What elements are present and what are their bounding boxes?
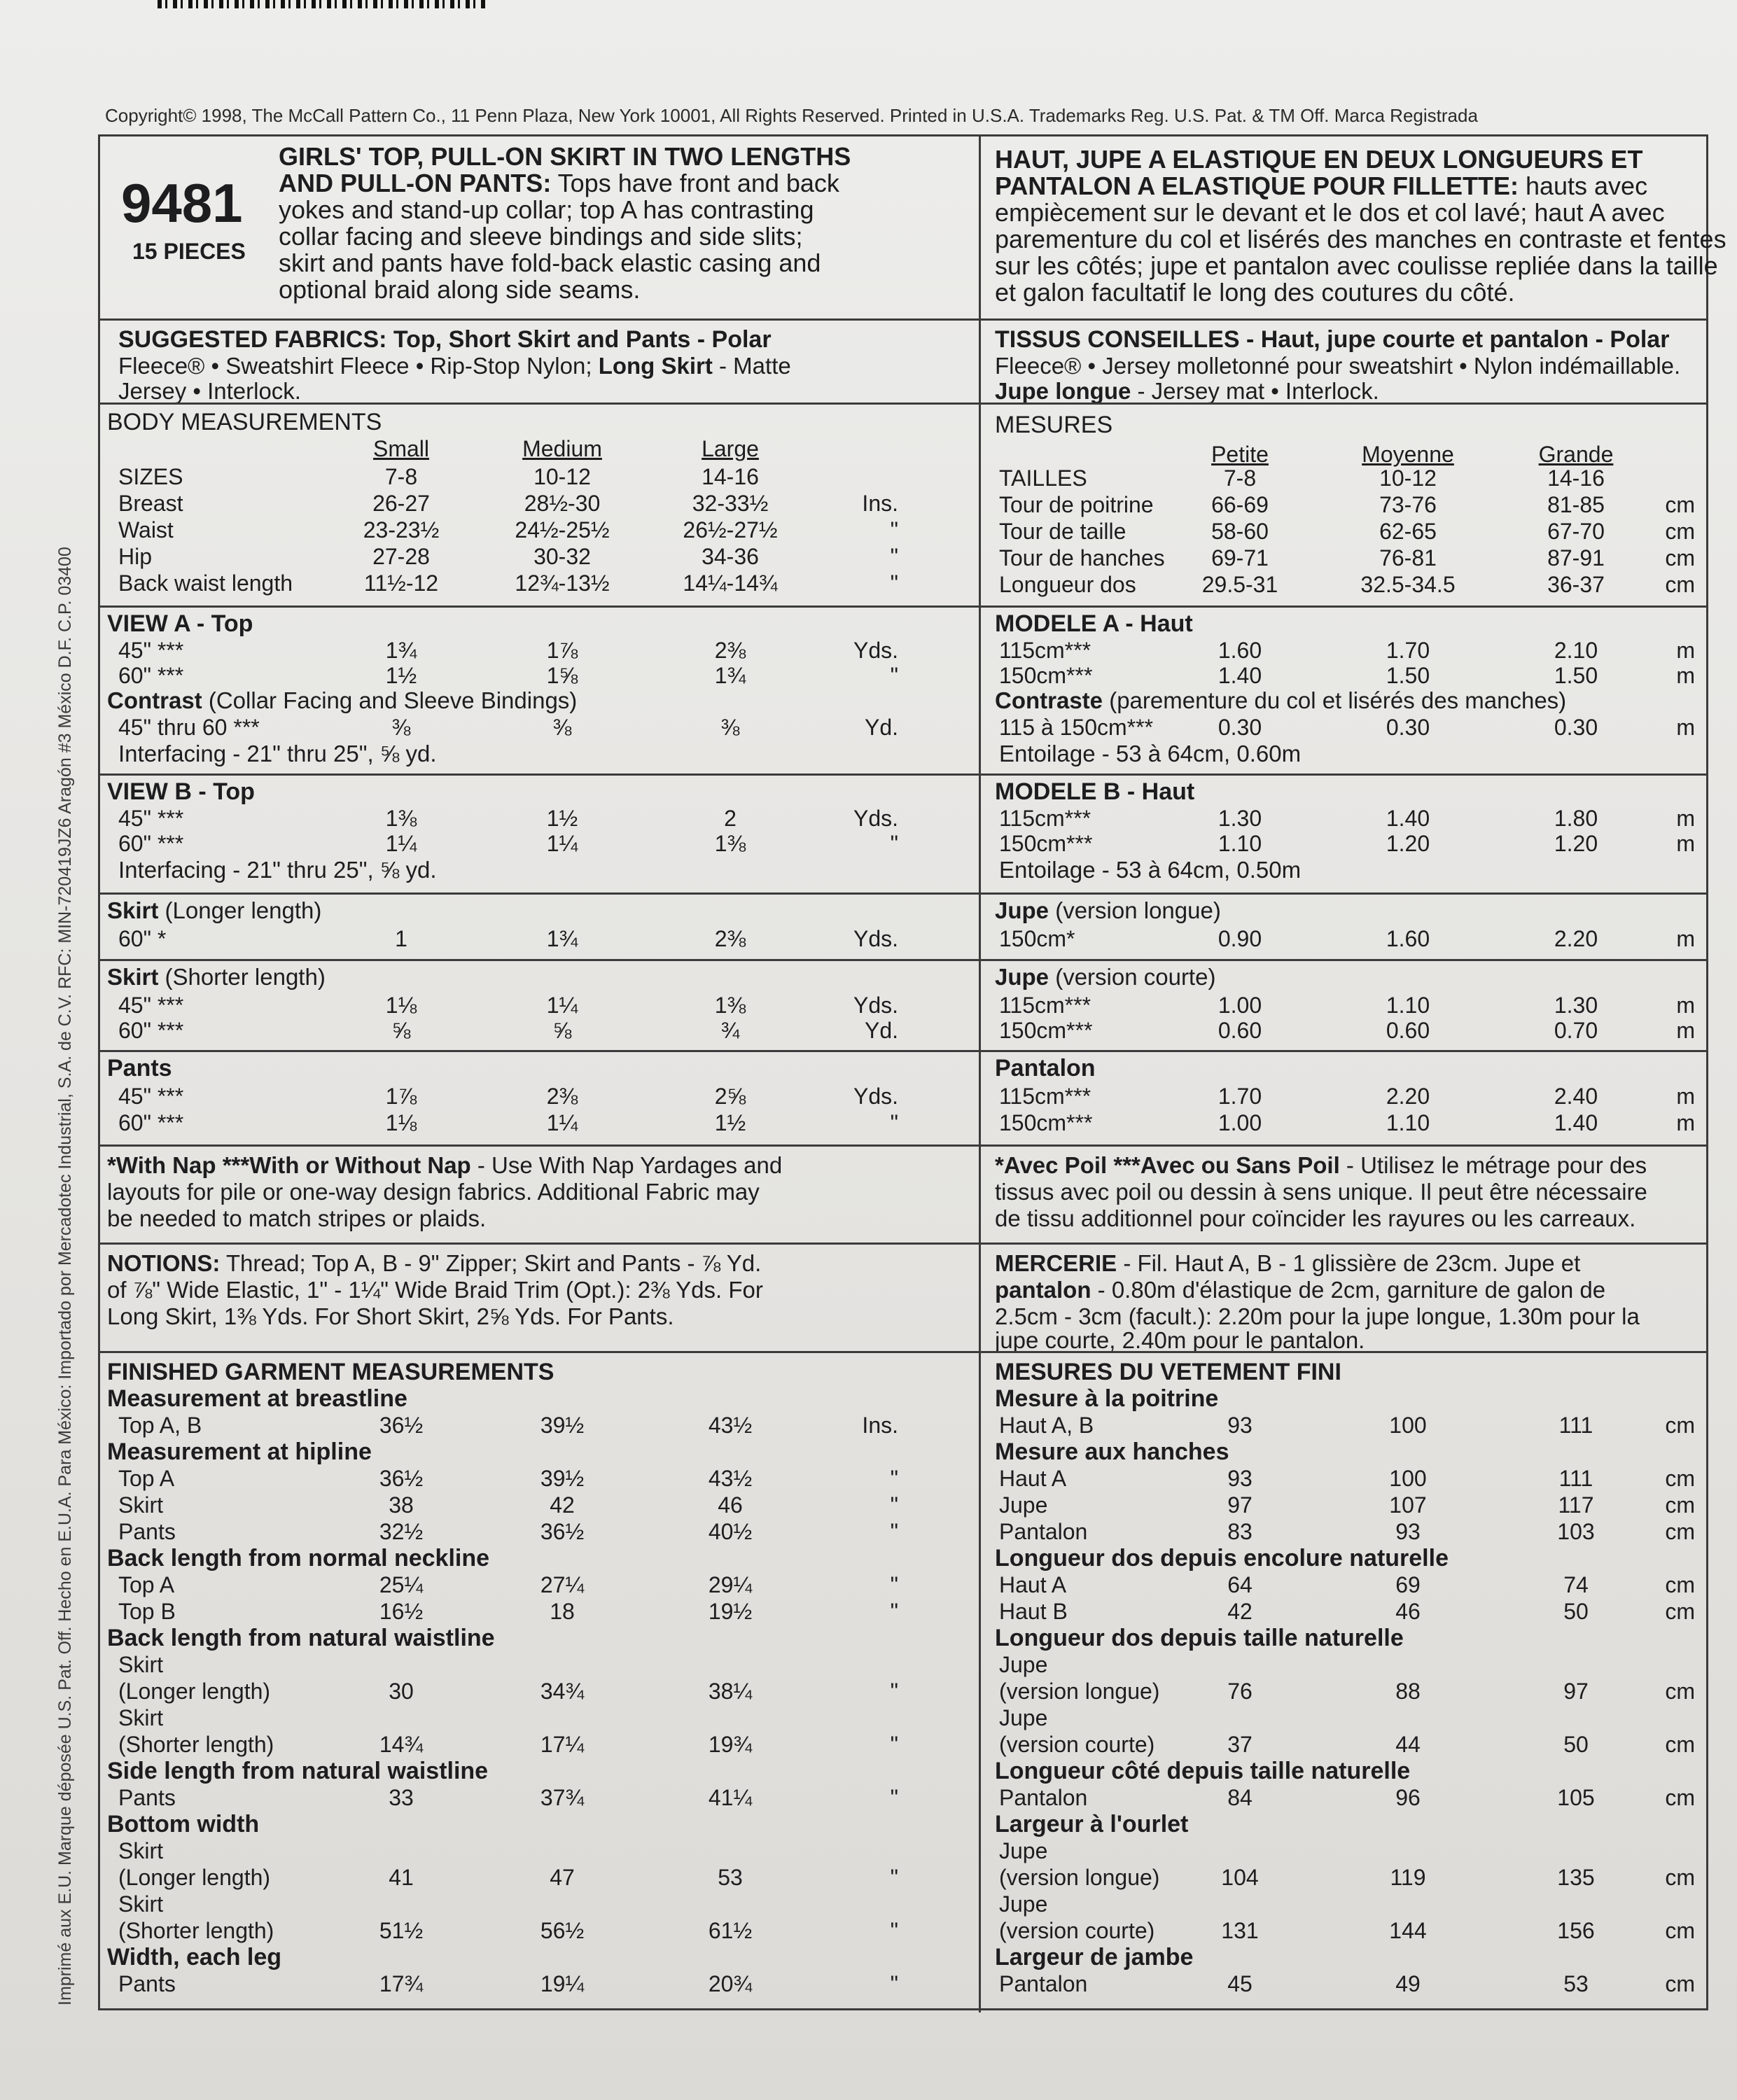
finished-row: Haut A, B 93 100 111 cm bbox=[999, 1413, 1695, 1438]
fabrics-en-3: Jersey • Interlock. bbox=[118, 378, 301, 404]
finished-heading: Bottom width bbox=[107, 1811, 260, 1837]
desc-en-1: yokes and stand-up collar; top A has contrasting bbox=[279, 195, 814, 224]
finished-row: Pantalon 83 93 103 cm bbox=[999, 1519, 1695, 1544]
finished-row: (Shorter length) 51½ 56½ 61½ " bbox=[118, 1918, 898, 1943]
finished-row: Top A, B 36½ 39½ 43½ Ins. bbox=[118, 1413, 898, 1438]
finished-row: Pants 32½ 36½ 40½ " bbox=[118, 1519, 898, 1544]
finished-heading: Measurement at hipline bbox=[107, 1438, 372, 1465]
finished-heading: Back length from natural waistline bbox=[107, 1625, 495, 1651]
copyright-line: Copyright© 1998, The McCall Pattern Co., 11 Penn Plaza, New York 10001, All Rights Reserved. Printed in U.S.A. Trademarks Reg. U.S. Pat. & TM Off. Marca Registrada bbox=[105, 105, 1478, 126]
finished-row: Skirt bbox=[118, 1705, 163, 1730]
view-b-fr: MODELE B - Haut 115cm*** 1.30 1.40 1.80 m 150cm*** 1.10 1.20 1.20 m Entoilage - 53 à 64cm, 0.50m bbox=[981, 774, 1708, 892]
pants-fr: Pantalon 115cm*** 1.70 2.20 2.40 m 150cm*** 1.00 1.10 1.40 m bbox=[981, 1050, 1708, 1144]
view-a-title: VIEW A - Top bbox=[107, 610, 253, 637]
finished-row: Jupe bbox=[999, 1652, 1048, 1677]
finished-row: Skirt bbox=[118, 1652, 163, 1677]
finished-heading: Longueur côté depuis taille naturelle bbox=[995, 1758, 1411, 1784]
desc-en-3: skirt and pants have fold-back elastic casing and bbox=[279, 248, 821, 277]
body-row: Waist 23-23½ 24½-25½ 26½-27½ " bbox=[118, 517, 898, 542]
size-small: Small bbox=[372, 436, 429, 461]
body-measurements-title: BODY MEASUREMENTS bbox=[107, 409, 382, 435]
skirt-shorter-en: Skirt (Shorter length) 45" *** 1⅛ 1¼ 1⅜ Yds. 60" *** ⅝ ⅝ ¾ Yd. bbox=[100, 959, 979, 1050]
fabrics-en bbox=[100, 318, 979, 402]
info-table bbox=[98, 134, 1726, 2010]
pattern-number: 9481 bbox=[121, 172, 243, 234]
finished-heading: Largeur à l'ourlet bbox=[995, 1811, 1189, 1837]
finished-row: Skirt bbox=[118, 1838, 163, 1863]
view-b-en: VIEW B - Top 45" *** 1⅜ 1½ 2 Yds. 60" *** 1¼ 1¼ 1⅜ " Interfacing - 21" thru 25", ⅝ yd. bbox=[100, 774, 979, 892]
finished-row: Pantalon 84 96 105 cm bbox=[999, 1785, 1695, 1810]
finished-heading: Side length from natural waistline bbox=[107, 1758, 489, 1784]
header-fr: HAUT, JUPE A ELASTIQUE EN DEUX LONGUEURS ET PANTALON A ELASTIQUE POUR FILLETTE: hauts avec empiècement sur le devant et le dos et col lavé; haut A avec parementure du col et lisérés des manches en contraste et fentes sur les côtés; jupe et pantalon avec coulisse repliée dans la taille et galon facultatif le long des coutures du côté. bbox=[995, 145, 1726, 307]
pieces-count: 15 PIECES bbox=[132, 239, 246, 264]
finished-row: (Longer length) 41 47 53 " bbox=[118, 1865, 898, 1890]
finished-row: (version courte) 131 144 156 cm bbox=[999, 1918, 1695, 1943]
finished-title: FINISHED GARMENT MEASUREMENTS bbox=[107, 1359, 554, 1385]
finished-heading: Longueur dos depuis encolure naturelle bbox=[995, 1545, 1449, 1572]
finished-row: Top A 25¼ 27¼ 29¼ " bbox=[118, 1572, 898, 1597]
pants-en: Pants 45" *** 1⅞ 2⅜ 2⅝ Yds. 60" *** 1⅛ 1¼ 1½ " bbox=[100, 1050, 979, 1144]
finished-row: Jupe bbox=[999, 1705, 1048, 1730]
finished-row: (Shorter length) 14¾ 17¼ 19¾ " bbox=[118, 1732, 898, 1757]
nap-note-fr: *Avec Poil ***Avec ou Sans Poil - Utilisez le métrage pour des tissus avec poil ou dessin à sens unique. Il peut être nécessaire de tissu additionnel pour coïncider les rayures ou les carreaux. bbox=[981, 1144, 1708, 1242]
fabrics-en-1: SUGGESTED FABRICS: Top, Short Skirt and Pants - Polar bbox=[118, 326, 772, 353]
body-row: Back waist length 11½-12 12¾-13½ 14¼-14¾ " bbox=[118, 570, 898, 596]
desc-en-2: collar facing and sleeve bindings and side slits; bbox=[279, 222, 803, 251]
finished-row: (version longue) 76 88 97 cm bbox=[999, 1679, 1695, 1704]
view-a-en: VIEW A - Top 45" *** 1¾ 1⅞ 2⅜ Yds. 60" *** 1½ 1⅝ 1¾ " Contrast (Collar Facing and Sleeve Bindings) 45" thru 60 *** ⅜ ⅜ ⅜ Yd. Interfacing - 21" thru 25", ⅝ yd. bbox=[100, 606, 979, 774]
nap-note-en: *With Nap ***With or Without Nap - Use With Nap Yardages and layouts for pile or one-way design fabrics. Additional Fabric may be needed to match stripes or plaids. bbox=[100, 1144, 979, 1242]
body-row: SIZES 7-8 10-12 14-16 bbox=[118, 464, 759, 489]
skirt-longer-en: Skirt (Longer length) 60" * 1 1¾ 2⅜ Yds. bbox=[100, 892, 979, 959]
body-row: Breast 26-27 28½-30 32-33½ Ins. bbox=[118, 491, 898, 516]
finished-row: Haut A 64 69 74 cm bbox=[999, 1572, 1695, 1597]
header-en bbox=[100, 136, 979, 318]
finished-row: Pants 17¾ 19¼ 20¾ " bbox=[118, 1971, 898, 1996]
notions-fr: MERCERIE - Fil. Haut A, B - 1 glissière de 23cm. Jupe et pantalon - 0.80m d'élastique de 2cm, garniture de galon de 2.5cm - 3cm (facult.): 2.20m pour la jupe longue, 1.30m pour la jupe courte, 2.40m pour le pantalon. bbox=[981, 1242, 1708, 1351]
finished-row: Jupe bbox=[999, 1891, 1048, 1917]
finished-heading: Measurement at breastline bbox=[107, 1385, 407, 1412]
body-measurements-fr: MESURES Petite Moyenne Grande TAILLES 7-8 10-12 14-16 Tour de poitrine 66-69 73-76 81-85 cm Tour de taille 58-60 62-65 67-70 cm Tour de hanches 69-71 76-81 87-91 cm Longueur dos 29.5-31 32.5-34.5 36-37 cm bbox=[981, 402, 1708, 606]
barcode-strip bbox=[158, 0, 487, 8]
view-a-fr: MODELE A - Haut 115cm*** 1.60 1.70 2.10 m 150cm*** 1.40 1.50 1.50 m Contraste (parementure du col et lisérés des manches) 115 à 150cm*** 0.30 0.30 0.30 m Entoilage - 53 à 64cm, 0.60m bbox=[981, 606, 1708, 774]
finished-heading: Mesure à la poitrine bbox=[995, 1385, 1219, 1412]
english-column bbox=[100, 136, 979, 2008]
finished-measurements-fr: MESURES DU VETEMENT FINI Mesure à la poitrine Haut A, B 93 100 111 cm Mesure aux hanches Haut A 93 100 111 cm Jupe 97 107 117 cm Pantalon 83 93 103 cm Longueur dos depuis encolure naturelle Haut A 64 69 74 cm Haut B 42 46 50 cm Longueur dos depuis taille naturelle Jupe (version longue) 76 88 97 cm Jupe (version courte) 37 44 50 cm Longueur côté depuis taille naturelle Pantalon 84 96 105 cm Largeur à l'ourlet Jupe (version longue) 104 119 135 cm Jupe (version courte) 131 144 156 cm Largeur de jambe Pantalon 45 49 53 cm bbox=[981, 1351, 1708, 2012]
finished-heading: Longueur dos depuis taille naturelle bbox=[995, 1625, 1404, 1651]
finished-row: Top B 16½ 18 19½ " bbox=[118, 1599, 898, 1624]
finished-row: Jupe bbox=[999, 1838, 1048, 1863]
skirt-longer-fr: Jupe (version longue) 150cm* 0.90 1.60 2.20 m bbox=[981, 892, 1708, 959]
fabrics-fr: TISSUS CONSEILLES - Haut, jupe courte et pantalon - Polar Fleece® • Jersey molletonné pour sweatshirt • Nylon indémaillable. Jupe longue - Jersey mat • Interlock. bbox=[981, 318, 1708, 402]
size-large: Large bbox=[702, 436, 759, 461]
side-imprint: Imprimé aux E.U. Marque déposée U.S. Pat. Off. Hecho en E.U.A. Para México: Importado por Mercadotec Industrial, S.A. de C.V. RFC: MIN-720419JZ6 Aragón #3 México D.F. C.P. 03400 bbox=[55, 547, 75, 2005]
finished-heading: Width, each leg bbox=[107, 1944, 282, 1970]
finished-heading: Back length from normal neckline bbox=[107, 1545, 490, 1572]
body-measurements-en bbox=[100, 402, 979, 606]
size-medium: Medium bbox=[522, 436, 602, 461]
finished-row: (version longue) 104 119 135 cm bbox=[999, 1865, 1695, 1890]
finished-row: Skirt 38 42 46 " bbox=[118, 1492, 898, 1518]
finished-row: Pants 33 37¾ 41¼ " bbox=[118, 1785, 898, 1810]
finished-row: (version courte) 37 44 50 cm bbox=[999, 1732, 1695, 1757]
desc-en-4: optional braid along side seams. bbox=[279, 275, 641, 304]
finished-row: Pantalon 45 49 53 cm bbox=[999, 1971, 1695, 1996]
body-row: Hip 27-28 30-32 34-36 " bbox=[118, 544, 898, 569]
french-column bbox=[981, 136, 1726, 2008]
finished-row: Haut A 93 100 111 cm bbox=[999, 1466, 1695, 1491]
finished-row: Skirt bbox=[118, 1891, 163, 1917]
notions-en: NOTIONS: Thread; Top A, B - 9" Zipper; Skirt and Pants - ⅞ Yd. of ⅞" Wide Elastic, 1" - 1¼" Wide Braid Trim (Opt.): 2⅜ Yds. For Long Skirt, 1⅜ Yds. For Short Skirt, 2⅝ Yds. For Pants. bbox=[100, 1242, 979, 1351]
finished-heading: Mesure aux hanches bbox=[995, 1438, 1229, 1465]
view-b-title: VIEW B - Top bbox=[107, 778, 255, 805]
finished-row: Haut B 42 46 50 cm bbox=[999, 1599, 1695, 1624]
title-en-2: AND PULL-ON PANTS: Tops have front and back bbox=[279, 169, 839, 197]
finished-row: Top A 36½ 39½ 43½ " bbox=[118, 1466, 898, 1491]
finished-heading: Largeur de jambe bbox=[995, 1944, 1194, 1970]
title-en-1: GIRLS' TOP, PULL-ON SKIRT IN TWO LENGTHS bbox=[279, 142, 851, 171]
finished-row: (Longer length) 30 34¾ 38¼ " bbox=[118, 1679, 898, 1704]
fabrics-en-2: Fleece® • Sweatshirt Fleece • Rip-Stop Nylon; Long Skirt - Matte bbox=[118, 353, 791, 379]
skirt-shorter-fr: Jupe (version courte) 115cm*** 1.00 1.10 1.30 m 150cm*** 0.60 0.60 0.70 m bbox=[981, 959, 1708, 1050]
finished-row: Jupe 97 107 117 cm bbox=[999, 1492, 1695, 1518]
finished-measurements-en bbox=[100, 1351, 979, 2012]
